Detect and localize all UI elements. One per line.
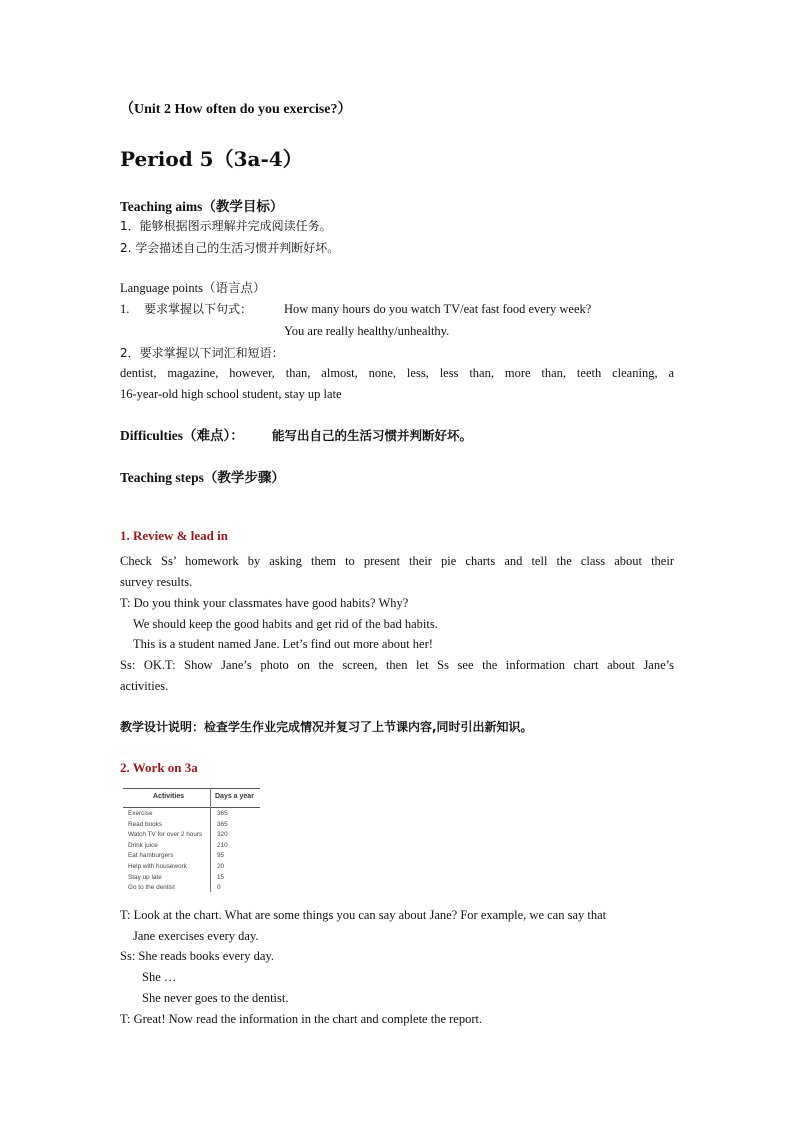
step2-ss-line2: She … <box>142 970 177 984</box>
aim-item-2: 2. 学会描述自己的生活习惯并判断好坏。 <box>120 241 340 255</box>
chart-row <box>123 809 260 820</box>
lp-item1-num: 1. <box>120 302 130 316</box>
step2-heading: 2. Work on 3a <box>120 760 198 775</box>
chart-days-cell: 0 <box>217 884 221 892</box>
unit-title: （Unit 2 How often do you exercise?） <box>120 102 352 117</box>
chart-days-cell: 210 <box>217 841 228 849</box>
vocab-line-2: 16-year-old high school student, stay up late <box>120 387 342 401</box>
chart-days-cell: 15 <box>217 873 225 881</box>
chart-activity-cell: Watch TV for over 2 hours <box>128 831 203 839</box>
chart-row <box>123 873 260 884</box>
chart-row <box>123 830 260 841</box>
chart-activity-cell: Exercise <box>128 810 153 817</box>
difficulties-label: Difficulties（难点）： <box>120 428 244 443</box>
lp-sentence-1: How many hours do you watch TV/eat fast food every week? <box>284 302 592 316</box>
teaching-aims-title: Teaching aims（教学目标） <box>120 199 284 214</box>
chart-row <box>123 851 260 862</box>
chart-activity-cell: Drink juice <box>128 841 158 849</box>
lp-item1-label: 要求掌握以下句式： <box>144 302 253 316</box>
chart-top-rule <box>123 788 260 789</box>
teaching-steps-title: Teaching steps（教学步骤） <box>120 470 285 485</box>
difficulties-text: 能写出自己的生活习惯并判断好坏。 <box>272 428 473 443</box>
step2-teacher-final: T: Great! Now read the information in the chart and complete the report. <box>120 1012 483 1026</box>
step1-ss-line2: activities. <box>120 679 169 693</box>
step2-teacher-line2: Jane exercises every day. <box>133 929 259 943</box>
vocab-line-1: dentist, magazine, however, than, almost, none, less, less than, more than, teeth cleaning, a <box>120 366 674 380</box>
step1-teacher-line3: This is a student named Jane. Let’s find out more about her! <box>133 637 433 651</box>
chart-row <box>123 841 260 852</box>
period-title: Period 5（3a-4） <box>120 147 303 171</box>
step1-p1-line1: Check Ss’ homework by asking them to present their pie charts and tell the class about their <box>120 554 674 568</box>
aim-item-1: 1．能够根据图示理解并完成阅读任务。 <box>120 219 332 233</box>
activities-chart <box>123 788 260 892</box>
chart-activity-cell: Read books <box>128 820 163 828</box>
step1-teacher-question: T: Do you think your classmates have good habits? Why? <box>120 596 409 610</box>
chart-activity-cell: Help with housework <box>128 863 187 870</box>
chart-header-days: Days a year <box>215 793 254 800</box>
chart-days-cell: 365 <box>217 820 228 828</box>
chart-header-activities: Activities <box>153 793 185 800</box>
step1-ss-line1: Ss: OK.T: Show Jane’s photo on the screen, then let Ss see the information chart about Jane’s <box>120 658 674 672</box>
language-points-title: Language points（语言点） <box>120 281 266 295</box>
chart-activity-cell: Stay up late <box>128 873 162 881</box>
chart-activity-cell: Eat hamburgers <box>128 852 174 860</box>
step2-ss-line1: Ss: She reads books every day. <box>120 949 275 963</box>
chart-days-cell: 320 <box>217 831 228 839</box>
chart-row <box>123 883 260 894</box>
chart-days-cell: 365 <box>217 810 228 817</box>
chart-activity-cell: Go to the dentist <box>128 884 175 892</box>
chart-row <box>123 820 260 831</box>
lp-item-2: 2．要求掌握以下词汇和短语： <box>120 346 284 360</box>
lp-sentence-2: You are really healthy/unhealthy. <box>284 324 450 338</box>
design-note: 教学设计说明：检查学生作业完成情况并复习了上节课内容,同时引出新知识。 <box>120 720 533 734</box>
step1-teacher-line2: We should keep the good habits and get rid of the bad habits. <box>133 617 438 631</box>
step2-teacher-line1: T: Look at the chart. What are some things you can say about Jane? For example, we can say that <box>120 908 607 922</box>
step1-heading: 1. Review & lead in <box>120 528 228 543</box>
chart-row <box>123 862 260 873</box>
step2-ss-line3: She never goes to the dentist. <box>142 991 289 1005</box>
chart-days-cell: 20 <box>217 863 225 870</box>
chart-days-cell: 95 <box>217 852 225 860</box>
chart-header-rule <box>123 807 260 808</box>
step1-p1-line2: survey results. <box>120 575 193 589</box>
